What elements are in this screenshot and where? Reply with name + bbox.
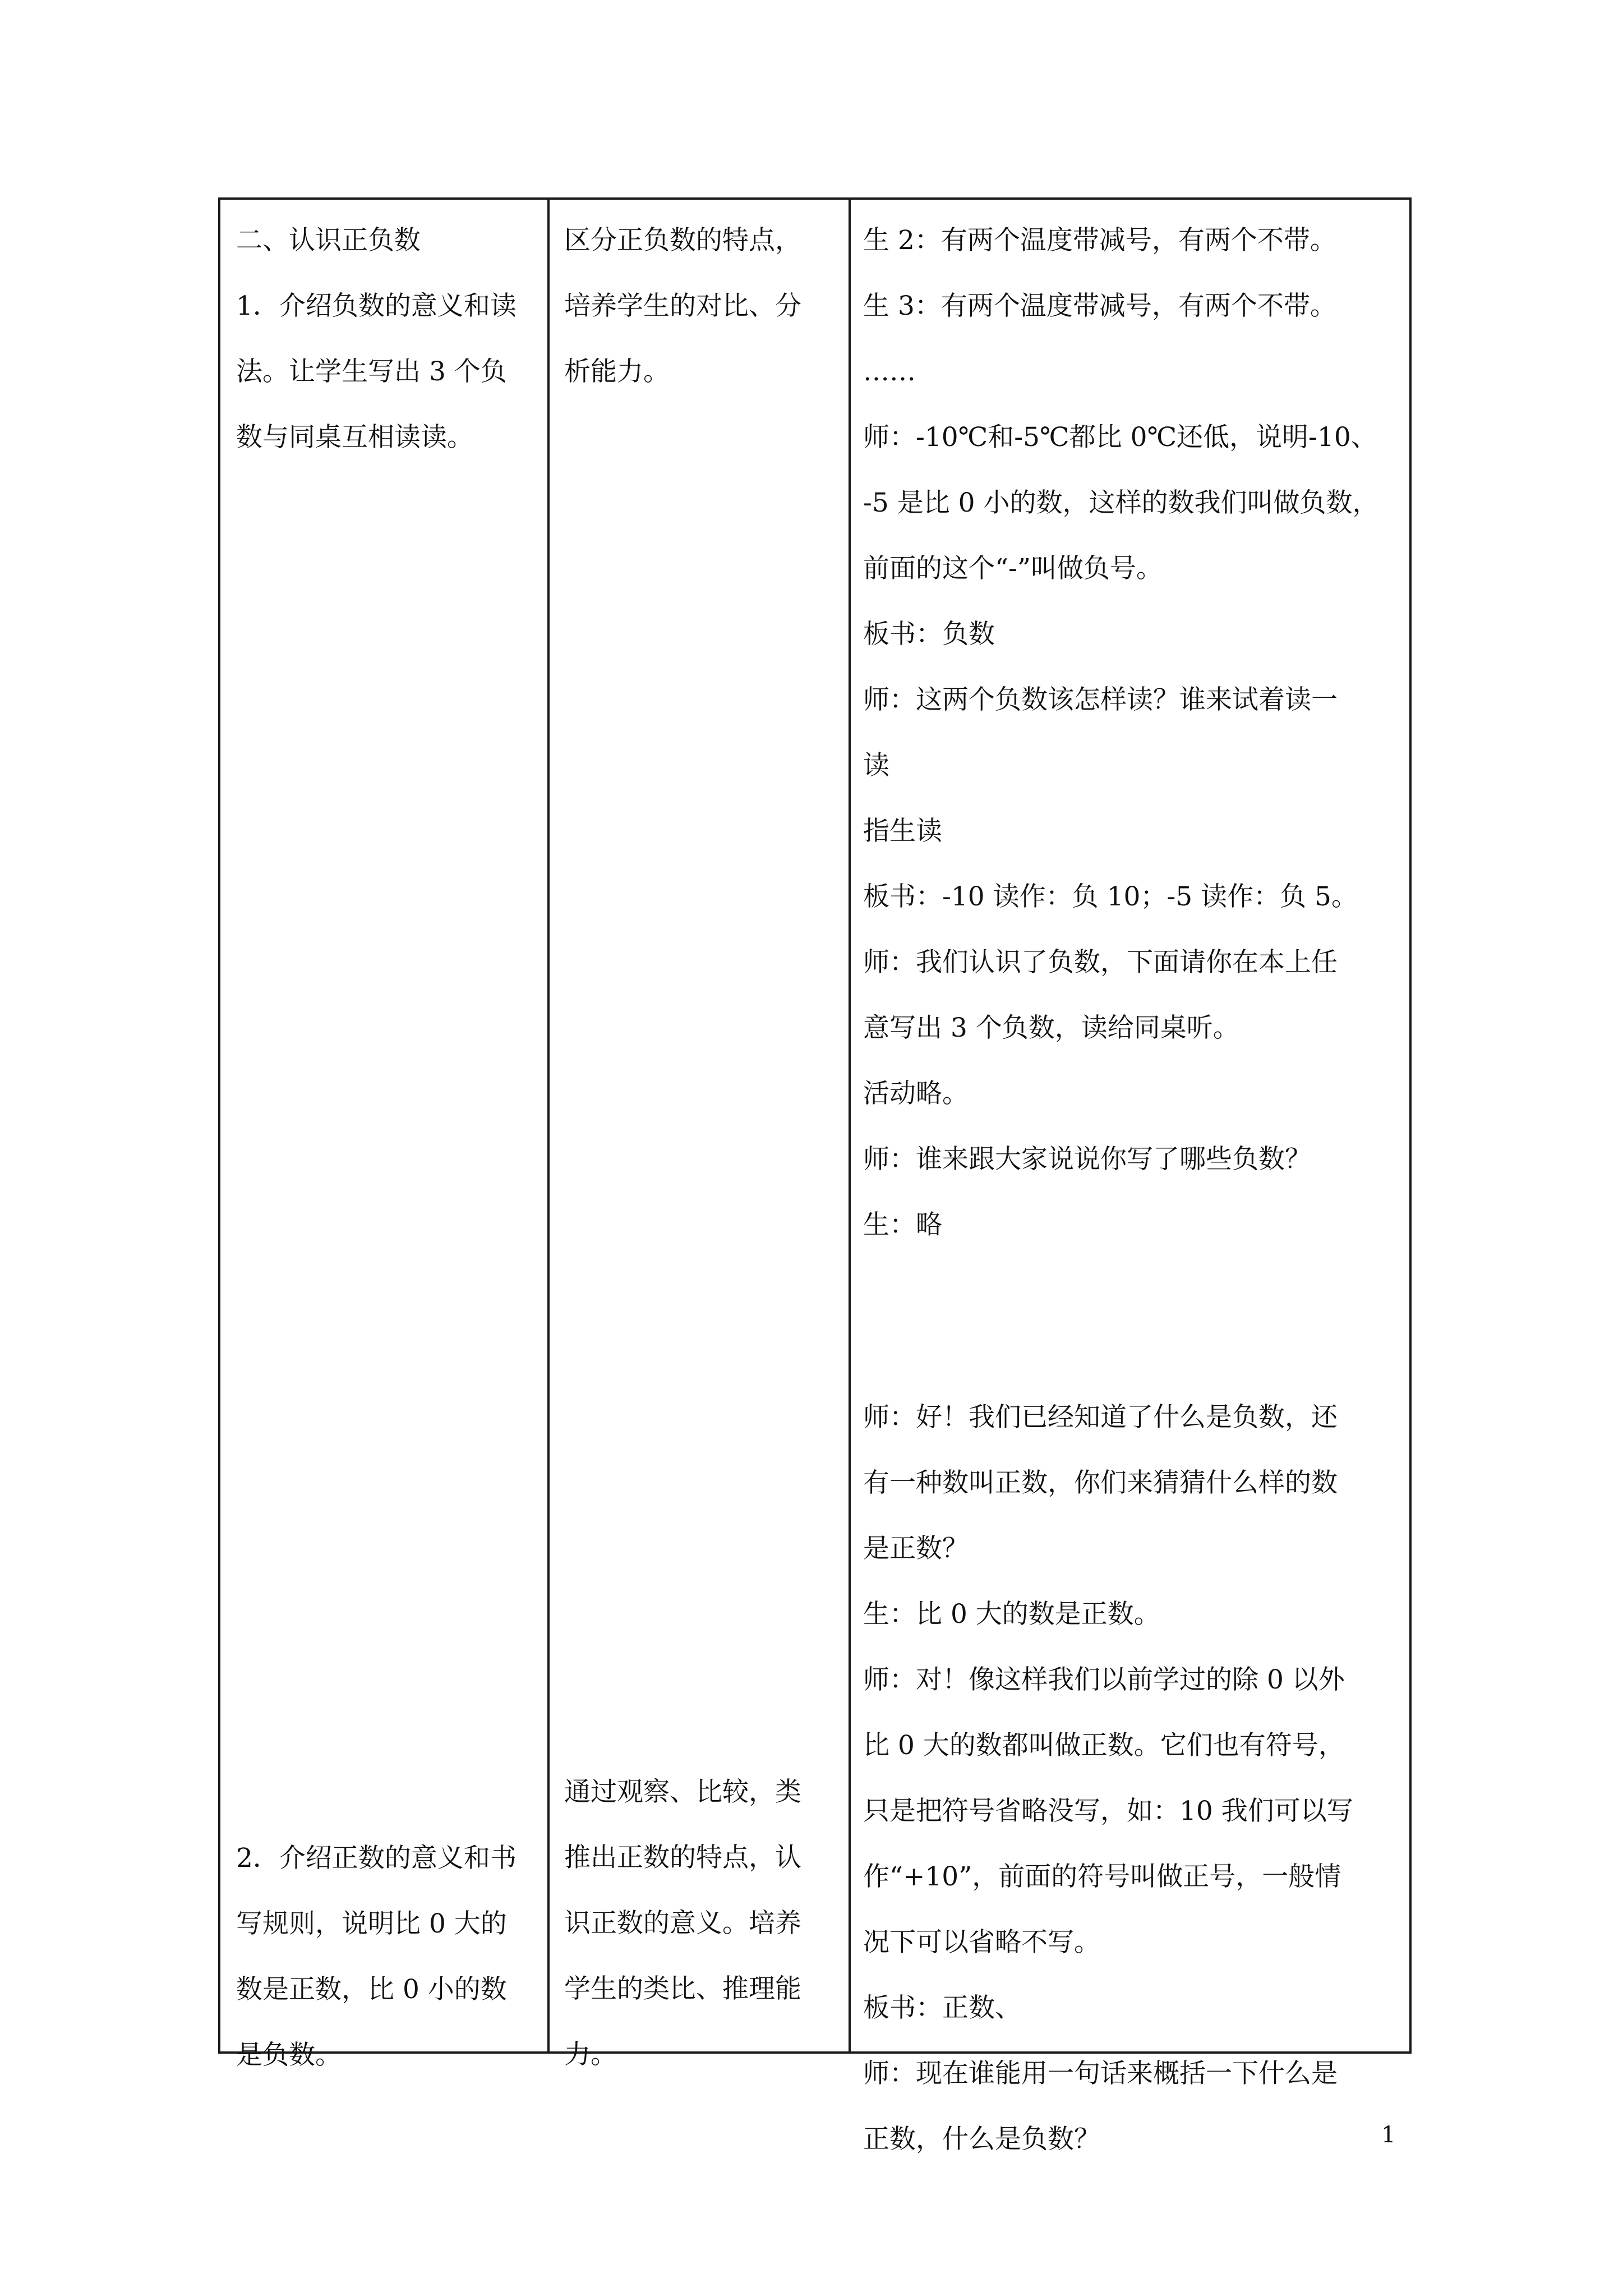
text-line: 生：略 (863, 1209, 942, 1240)
text-line: 师：谁来跟大家说说你写了哪些负数？ (863, 1144, 1311, 1175)
teaching-step-top (236, 208, 517, 470)
text-line: 是负数。 (236, 2040, 342, 2070)
design-intent-column (550, 200, 851, 2070)
text-line: -5 是比 0 小的数，这样的数我们叫做负数， (863, 487, 1379, 518)
text-line: 写规则，说明比 0 大的 (236, 1908, 507, 1939)
text-line: 师：-10℃和-5℃都比 0℃还低，说明-10、 (863, 422, 1377, 453)
text-line: 师：我们认识了负数，下面请你在本上任 (863, 947, 1338, 978)
text-line: 指生读 (863, 816, 942, 846)
page-number: 1 (1381, 2122, 1396, 2148)
text-line: 生：比 0 大的数是正数。 (863, 1599, 1160, 1630)
text-line: 前面的这个“-”叫做负号。 (863, 553, 1163, 584)
text-line: 推出正数的特点，认 (564, 1842, 801, 1873)
teaching-step-column (220, 200, 550, 2070)
text-line: 2．介绍正数的意义和书 (236, 1843, 517, 1874)
text-line: 数与同桌互相读读。 (236, 422, 473, 453)
lesson-plan-table (218, 197, 1412, 2155)
text-line: 1．介绍负数的意义和读 (236, 291, 517, 321)
text-line: 读 (863, 750, 889, 781)
text-line: 板书：正数、 (863, 1993, 1021, 2023)
design-intent-top (564, 208, 801, 404)
text-line: 力。 (564, 2039, 617, 2070)
text-line: 比 0 大的数都叫做正数。它们也有符号， (863, 1730, 1345, 1761)
text-line: …… (863, 356, 916, 387)
text-line: 法。让学生写出 3 个负 (236, 356, 507, 387)
text-line: 作“+10”，前面的符号叫做正号，一般情 (863, 1861, 1341, 1892)
activity-text (863, 208, 1379, 2172)
teacher-student-activity-column (851, 200, 1409, 2155)
text-line: 只是把符号省略没写，如：10 我们可以写 (863, 1796, 1353, 1826)
text-line: 师：对！像这样我们以前学过的除 0 以外 (863, 1664, 1345, 1695)
text-line: 二、认识正负数 (236, 225, 421, 256)
text-line: 意写出 3 个负数，读给同桌听。 (863, 1013, 1239, 1043)
text-line: 活动略。 (863, 1078, 969, 1109)
text-line: 培养学生的对比、分 (564, 291, 801, 321)
text-line: 区分正负数的特点， (564, 225, 801, 256)
text-line: 析能力。 (564, 356, 670, 387)
text-line: 师：好！我们已经知道了什么是负数，还 (863, 1402, 1338, 1433)
text-line: 师：现在谁能用一句话来概括一下什么是 (863, 2058, 1338, 2089)
text-line: 学生的类比、推理能 (564, 1973, 801, 2004)
text-line: 是正数？ (863, 1533, 969, 1564)
text-line: 有一种数叫正数，你们来猜猜什么样的数 (863, 1467, 1338, 1498)
text-line: 生 2：有两个温度带减号，有两个不带。 (863, 225, 1336, 256)
text-line: 生 3：有两个温度带减号，有两个不带。 (863, 291, 1336, 321)
text-line: 板书：-10 读作：负 10；-5 读作：负 5。 (863, 881, 1358, 912)
text-line: 师：这两个负数该怎样读？谁来试着读一 (863, 684, 1338, 715)
text-line: 正数，什么是负数？ (863, 2124, 1100, 2155)
teaching-step-bottom (236, 1825, 517, 2088)
design-intent-bottom (564, 1759, 801, 2087)
text-line: 识正数的意义。培养 (564, 1908, 801, 1939)
blank-gap (863, 1258, 1379, 1384)
text-line: 板书：负数 (863, 619, 995, 650)
text-line: 数是正数，比 0 小的数 (236, 1974, 507, 2005)
text-line: 通过观察、比较，类 (564, 1777, 801, 1807)
text-line: 况下可以省略不写。 (863, 1927, 1100, 1958)
